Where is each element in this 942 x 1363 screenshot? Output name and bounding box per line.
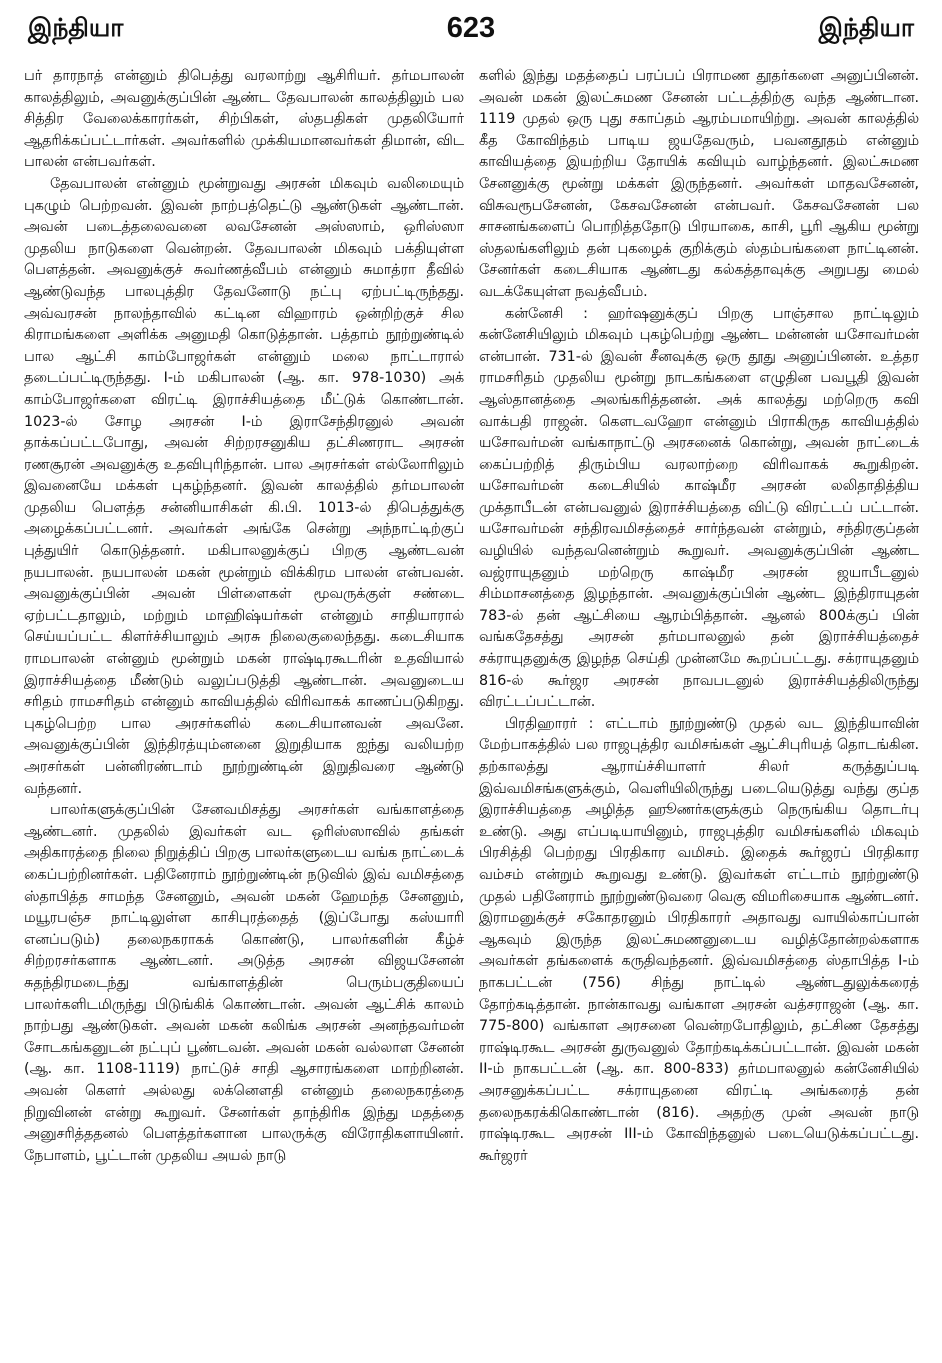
page-header (0, 14, 942, 56)
paragraph: பிரதிஹாரர் : எட்டாம் நூற்றுண்டு முதல் வட இந்தியாவின் மேற்பாகத்தில் பல ராஜபுத்திர வமிசங்கள் ஆட்சிபுரியத் தொடங்கின. தற்காலத்து ஆராய்ச்சியாளர் சிலர் கருத்துப்படி இவ்வமிசங்களுக்கும், வெளியிலிருந்து படையெடுத்து வந்து குப்த இராச்சியத்தை அழித்த ஹூணர்களுக்கும் நெருங்கிய தொடர்பு உண்டு. அது எப்படியாயினும், ராஜபுத்திர வமிசங்களில் மிகவும் பிரசித்தி பெற்றது பிரதிகார வமிசம். இதைக் கூர்ஜரப் பிரதிகார வம்சம் என்றும் கூறுவது உண்டு. இவர்கள் எட்டாம் நூற்றுண்டு முதல் பதினேராம் நூற்றுண்டுவரை வெகு விமரிசையாக ஆண்டனர். இராமனுக்குச் சகோதரனும் பிரதிகாரர் அதாவது வாயில்காப்பான் ஆகவும் இருந்த இலட்சுமணனுடைய வழித்தோன்றல்களாக அவர்கள் தங்களைக் கருதிவந்தனர். இவ்வமிசத்தை ஸ்தாபித்த I-ம் நாகபட்டன் (756) சிந்து நாட்டில் ஆண்டதுலுக்கரைத் தோற்கடித்தான். நான்காவது வங்காள அரசன் வத்சராஜன் (ஆ. கா. 775-800) வங்காள அரசனை வென்றபோதிலும், தட்சிண தேசத்து ராஷ்டிரகூட அரசன் துருவனுல் தோற்கடிக்கப்பட்டான். இவன் மகன் II-ம் நாகபட்டன் (ஆ. கா. 800-833) தர்மபாலனுல் கன்னேசியில் அரசனுக்கப்பட்ட சக்ராயுதனை விரட்டி அங்கரைத் தன் தலைநகரக்கிகொண்டான் (816). அதற்கு முன் அவன் நாடு ராஷ்டிரகூட அரசன் III-ம் கோவிந்தனுல் படையெடுக்கப்பட்டது. கூர்ஜரர் (479, 715, 919, 1164)
left-column (24, 66, 464, 1356)
paragraph: கன்னேசி : ஹர்ஷனுக்குப் பிறகு பாஞ்சால நாட்டிலும் கன்னேசியிலும் மிகவும் புகழ்பெற்று ஆண்ட மன்னன் யசோவர்மன் என்பான். 731-ல் இவன் சீனவுக்கு ஒரு தூது அனுப்பினன். உத்தர ராமசரிதம் முதலிய மூன்று நாடகங்களை எழுதின பவபூதி இவன் ஆஸ்தானத்தை அலங்கரித்தனன். அக் காலத்து மற்றெரு கவி வாக்பதி ராஜன். கௌடவஹோ என்னும் பிராகிருத காவியத்தில் யசோவர்மன் வங்காநாட்டு அரசனைக் கொன்று, அவன் நாட்டைக் கைப்பற்றித் திரும்பிய வரலாற்றை விரிவாகக் கூறுகிறன். யசோவர்மன் கடைசியில் காஷ்மீர அரசன் லலிதாதித்திய முக்தாபீடன் என்பவனுல் இராச்சியத்தை விட்டு விரட்டப் பட்டான். யசோவர்மன் சந்திரவமிசத்தைச் சார்ந்தவன் என்றும், சந்திரகுப்தன் வழியில் வந்தவனென்றும் கூறுவர். அவனுக்குப்பின் ஆண்ட வஜ்ராயுதனும் மற்றெரு காஷ்மீர அரசன் ஜயாபீடனுல் சிம்மாசனத்தை இழந்தான். அவனுக்குப்பின் ஆண்ட இந்திராயுதன் 783-ல் தன் ஆட்சியை ஆரம்பித்தான். ஆனல் 800க்குப் பின் வங்கதேசத்து அரசன் தர்மபாலனுல் தன் இராச்சியத்தைச் சக்ராயுதனுக்கு இழந்த செய்தி முன்னமே கூறப்பட்டது. சக்ராயுதனும் 816-ல் கூர்ஜர அரசன் நாவபடனுல் இராச்சியத்திலிருந்து விரட்டப்பட்டான். (479, 305, 919, 711)
paragraph: களில் இந்து மதத்தைப் பரப்பப் பிராமண தூதர்களை அனுப்பினன். அவன் மகன் இலட்சுமண சேனன் பட்டத்திற்கு வந்த ஆண்டான. 1119 முதல் ஒரு புது சகாப்தம் ஆரம்பமாயிற்று. அவன் காலத்தில் கீத கோவிந்தம் பாடிய ஜயதேவரும், பவனதூதம் என்னும் காவியத்தை இயற்றிய தோயிக் கவியும் வாழ்ந்தனர். இலட்சுமண சேனனுக்கு மூன்று மக்கள் இருந்தனர். அவர்கள் மாதவசேனன், விசுவரூபசேனன், கேசவசேனன் என்பவர். கேசவசேனன் பல சாசனங்களைப் பொறித்ததோடு பிரயாகை, காசி, பூரி ஆகிய மூன்று ஸ்தலங்களிலும் தன் புகழைக் குறிக்கும் ஸ்தம்பங்களை நாட்டினன். சேனர்கள் கடைசியாக ஆண்டது கல்கத்தாவுக்கு அறுபது மைல் வடக்கேயுள்ள நவத்வீபம். (479, 68, 919, 300)
running-title-left: இந்தியா (28, 14, 124, 42)
paragraph: பர் தாரநாத் என்னும் திபெத்து வரலாற்று ஆசிரியர். தர்மபாலன் காலத்திலும், அவனுக்குப்பின் ஆண்ட தேவபாலன் காலத்திலும் பல சித்திர வேலைக்காரர்கள், சிற்பிகள், ஸ்தபதிகள் முதலியோர் ஆதரிக்கப்பட்டார்கள். அவர்களில் முக்கியமானவர்கள் திமான், விட பாலன் என்பவர்கள். (24, 68, 464, 171)
page-number: 623 (446, 12, 496, 44)
running-title-right: இந்தியா (818, 14, 914, 42)
paragraph: தேவபாலன் என்னும் மூன்றுவது அரசன் மிகவும் வலிமையும் புகழும் பெற்றவன். இவன் நாற்பத்தெட்டு ஆண்டுகள் ஆண்டான். அவன் படைத்தலைவனை லவசேனன் அஸ்ஸாம், ஒரிஸ்ஸா முதலிய நாடுகளை வென்றன். தேவபாலன் மிகவும் பக்தியுள்ள பௌத்தன். அவனுக்குச் சுவர்ணத்வீபம் என்னும் சுமாத்ரா தீவில் ஆண்டுவந்த பாலபுத்திர தேவனோடு நட்பு ஏற்பட்டிருந்தது. அவ்வரசன் நாலந்தாவில் கட்டின விஹாரம் ஒன்றிற்குச் சில கிராமங்களை அளிக்க அனுமதி கொடுத்தான். பத்தாம் நூற்றுண்டில் பால ஆட்சி காம்போஜர்கள் என்னும் மலை நாட்டாரால் தடைப்பட்டிருந்தது. I-ம் மகிபாலன் (ஆ. கா. 978-1030) அக் காம்போஜர்களை விரட்டி இராச்சியத்தை மீட்டுக் கொண்டான். 1023-ல் சோழ அரசன் I-ம் இராசேந்திரனுல் அவன் தாக்கப்பட்டபோது, அவன் சிற்றரசனுகிய தட்சிணராட அரசன் ரணசூரன் அவனுக்கு உதவிபுரிந்தான். பால அரசர்கள் எல்லோரிலும் இவனையே மக்கள் புகழ்ந்தனர். இவன் காலத்தில் தர்மபாலன் முதலிய பௌத்த சன்னியாசிகள் கி.பி. 1013-ல் திபெத்துக்கு அழைக்கப்பட்டனர். அவர்கள் அங்கே சென்று அந்நாட்டிற்குப் புத்துயிர் கொடுத்தனர். மகிபாலனுக்குப் பிறகு ஆண்டவன் நயபாலன். நயபாலன் மகன் மூன்றும் விக்கிரம பாலன் என்பவன். அவனுக்குப்பின் அவன் பிள்ளைகள் மூவருக்குள் சண்டை ஏற்பட்டதாலும், மற்றும் மாஹிஷ்யர்கள் என்னும் சாதியாரால் செய்யப்பட்ட கிளர்ச்சியாலும் அரசு நிலைகுலைந்தது. கடைசியாக ராமபாலன் என்னும் மூன்றும் மகன் ராஷ்டிரகூடரின் உதவியால் இராச்சியத்தை மீண்டும் வலுப்படுத்தி ஆண்டான். அவனுடைய சரிதம் ராமசரிதம் என்னும் காவியத்தில் விரிவாகக் காணப்படுகிறது. புகழ்பெற்ற பால அரசர்களில் கடைசியானவன் அவனே. அவனுக்குப்பின் இந்திரத்யும்னனை இறுதியாக ஐந்து வலியற்ற அரசர்கள் பன்னிரண்டாம் நூற்றுண்டின் இறுதிவரை ஆண்டு வந்தனர். (24, 175, 464, 797)
right-column (479, 66, 919, 1356)
paragraph: பாலர்களுக்குப்பின் சேனவமிசத்து அரசர்கள் வங்காளத்தை ஆண்டனர். முதலில் இவர்கள் வட ஒரிஸ்ஸாவில் தங்கள் அதிகாரத்தை நிலை நிறுத்திப் பிறகு பாலர்களுடைய வங்க நாட்டைக் கைப்பற்றினர்கள். பதினேராம் நூற்றுண்டின் நடுவில் இவ் வமிசத்தை ஸ்தாபித்த சாமந்த சேனனும், அவன் மகன் ஹேமந்த சேனனும், மயூரபஞ்ச நாட்டிலுள்ள காசிபுரத்தைத் (இப்போது கஸ்யாரி எனப்படும்) தலைநகராகக் கொண்டு, பாலர்களின் கீழ்ச் சிற்றரசர்களாக ஆண்டனர். அடுத்த அரசன் விஜயசேனன் சுதந்திரமடைந்து வங்காளத்தின் பெரும்பகுதியைப் பாலர்களிடமிருந்து பிடுங்கிக் கொண்டான். அவன் ஆட்சிக் காலம் நாற்பது ஆண்டுகள். அவன் மகன் கலிங்க அரசன் அனந்தவர்மன் சோடகங்கனுடன் நட்புப் பூண்டவன். அவன் மகன் வல்லாள சேனன் (ஆ. கா. 1108-1119) நாட்டுச் சாதி ஆசாரங்களை மாற்றினன். அவன் கௌர் அல்லது லக்னௌதி என்னும் தலைநகரத்தை நிறுவினன் என்று கூறுவர். சேனர்கள் தாந்திரிக இந்து மதத்தை அனுசரித்ததனல் பௌத்தர்களான பாலருக்கு விரோதிகளாயினர். நேபாளம், பூட்டான் முதலிய அயல் நாடு (24, 802, 464, 1164)
